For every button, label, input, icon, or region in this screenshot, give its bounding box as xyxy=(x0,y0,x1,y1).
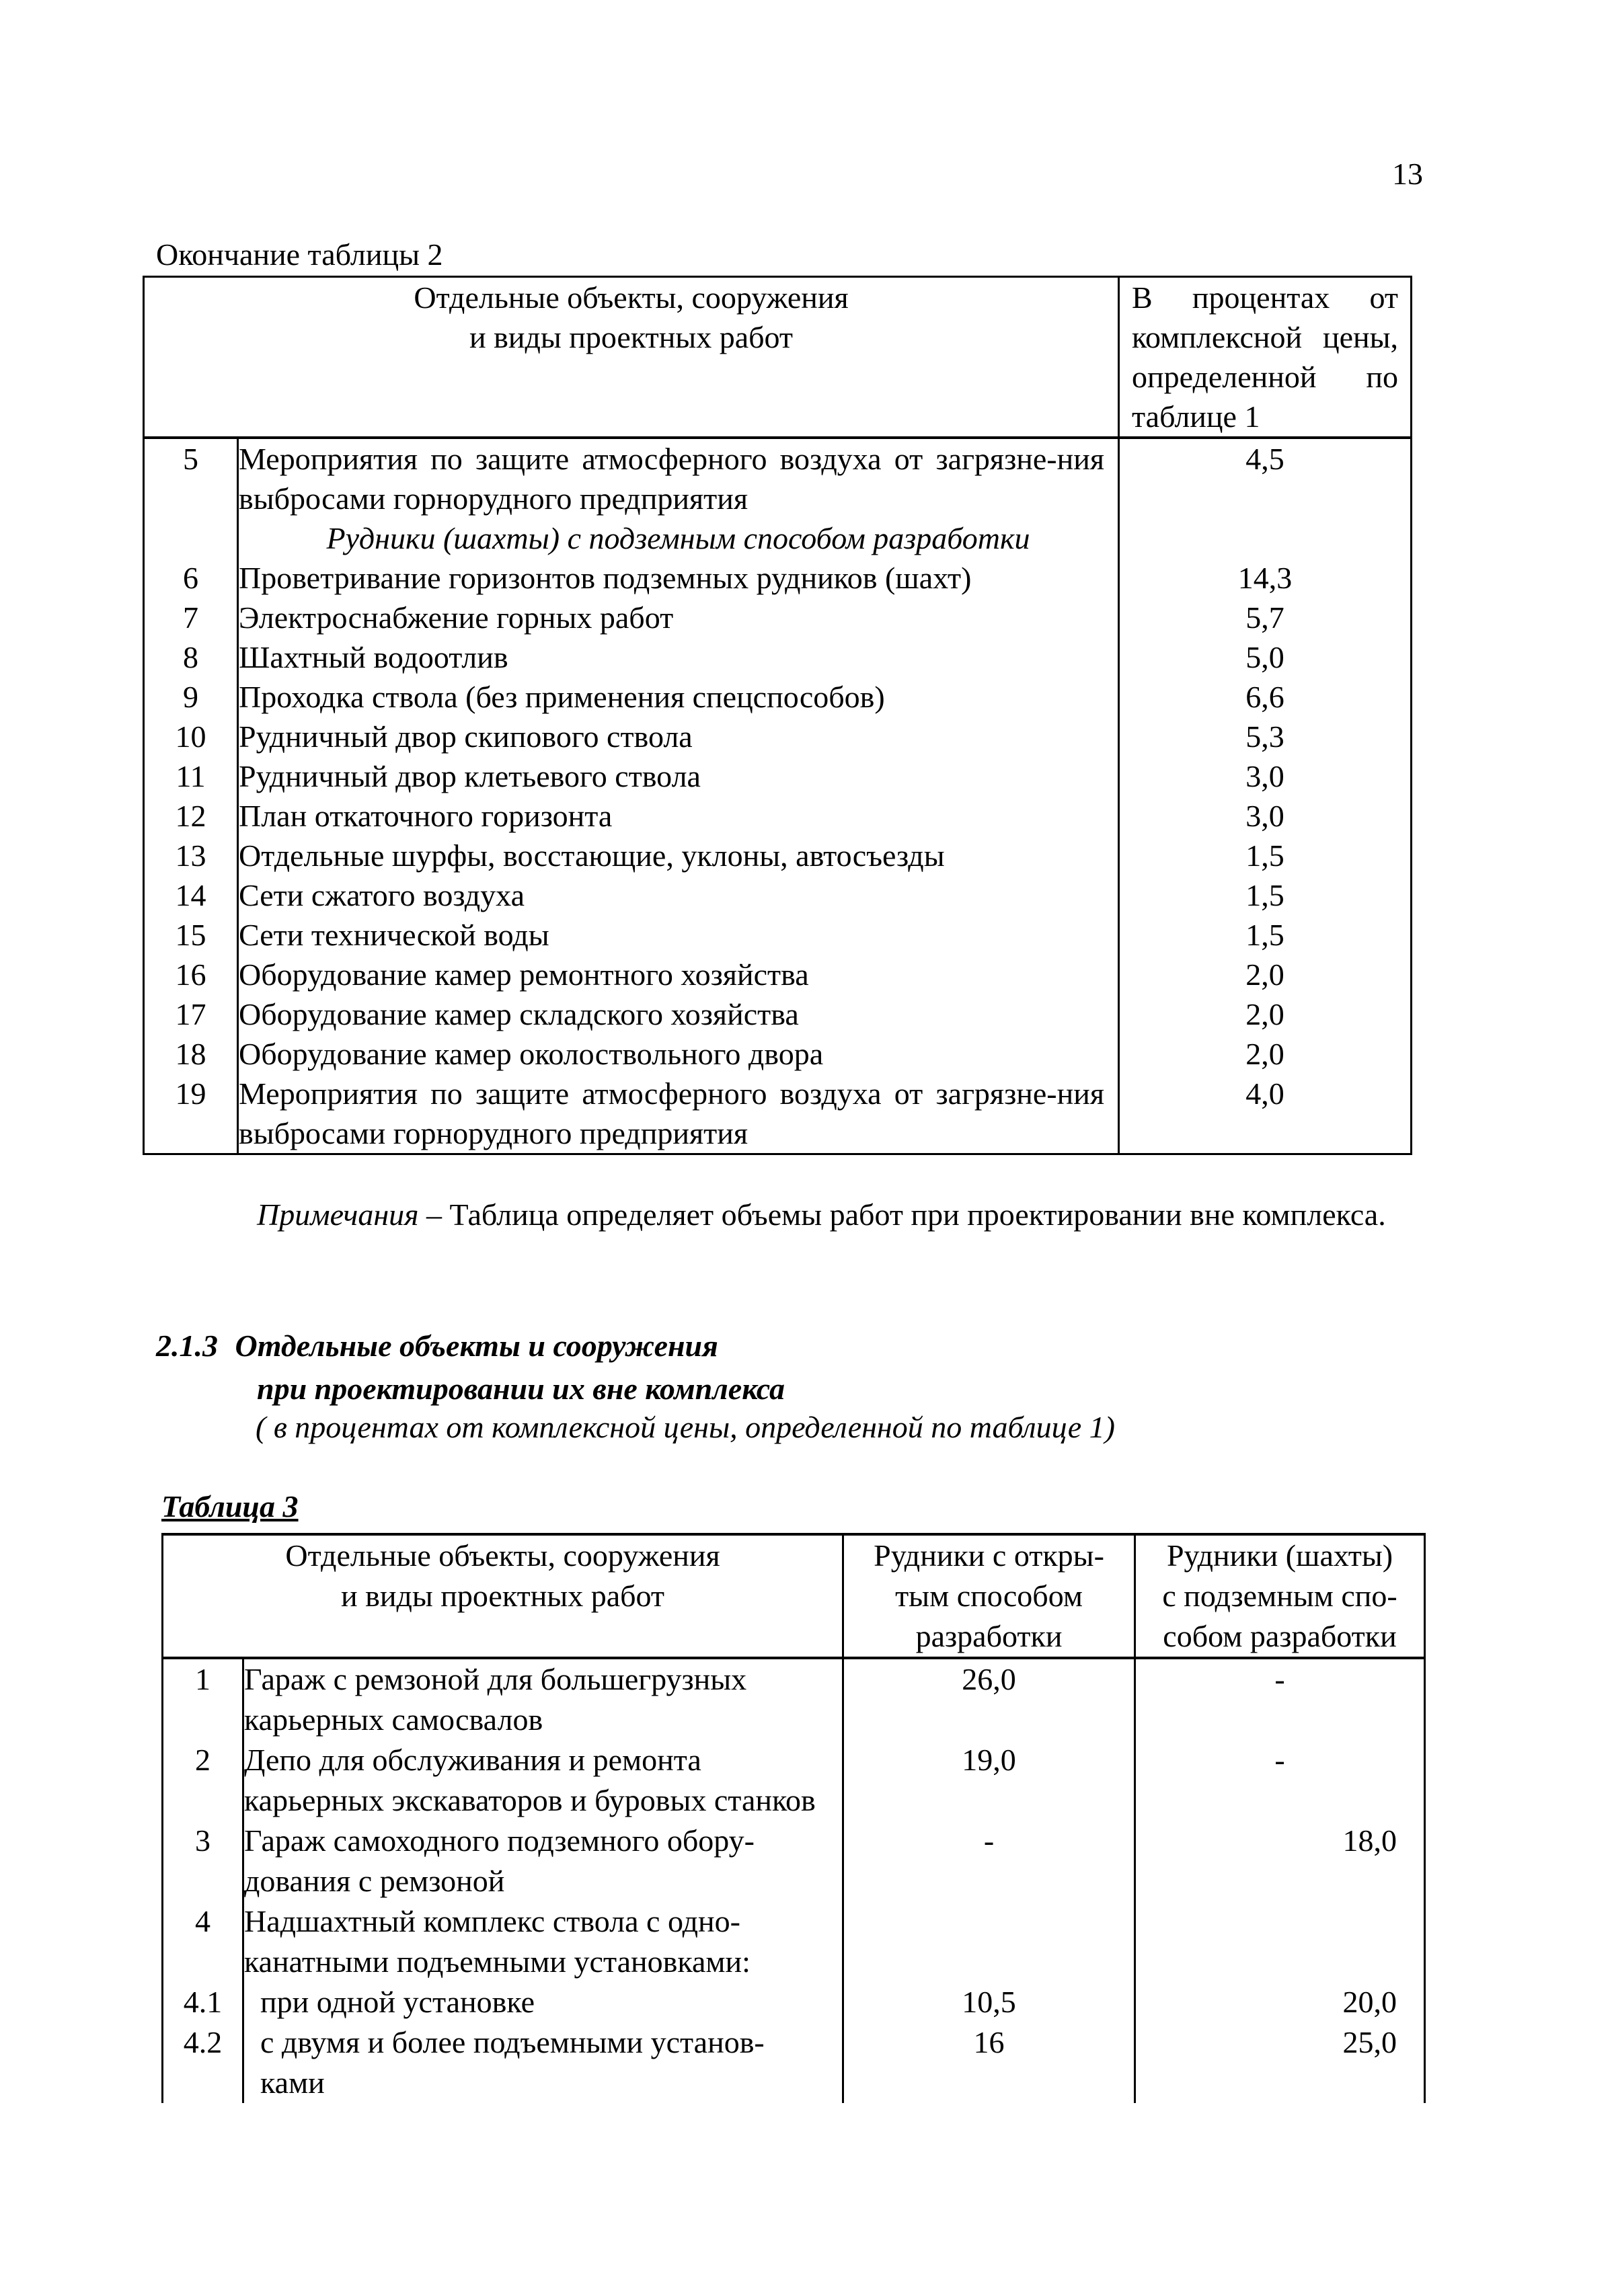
page-number: 13 xyxy=(1392,157,1423,191)
row-value: 6,6 xyxy=(1119,677,1412,717)
header-line: Отдельные объекты, сооружения xyxy=(414,280,849,315)
row-text: Шахтный водоотлив xyxy=(238,637,1119,677)
row-text: с двумя и более подъемными установ-ками xyxy=(243,2022,843,2103)
table-subheader-row xyxy=(144,518,1412,558)
note xyxy=(156,1194,1427,1236)
row-value: 3,0 xyxy=(1119,756,1412,796)
row-text: Отдельные шурфы, восстающие, уклоны, автосъезды xyxy=(238,836,1119,875)
row-number: 16 xyxy=(144,955,238,994)
header-line: Рудники с откры- xyxy=(874,1538,1104,1573)
section-heading xyxy=(156,1324,785,1411)
empty-cell xyxy=(144,518,238,558)
row-value: 2,0 xyxy=(1119,1034,1412,1074)
row-value: 5,3 xyxy=(1119,717,1412,756)
table-row xyxy=(144,955,1412,994)
table3-header-underground xyxy=(1135,1534,1425,1658)
table-2 xyxy=(143,276,1412,1155)
row-text: Проходка ствола (без применения спецспособов) xyxy=(238,677,1119,717)
row-value: 4,0 xyxy=(1119,1074,1412,1154)
table3-header-open-pit xyxy=(843,1534,1135,1658)
table2-caption: Окончание таблицы 2 xyxy=(156,237,443,272)
row-value: 14,3 xyxy=(1119,558,1412,598)
row-text: Оборудование камер складского хозяйства xyxy=(238,994,1119,1034)
row-value: 1,5 xyxy=(1119,915,1412,955)
table-row xyxy=(144,637,1412,677)
open-pit-value xyxy=(843,1901,1135,1982)
row-number: 5 xyxy=(144,438,238,518)
header-line: и виды проектных работ xyxy=(469,320,794,354)
empty-cell xyxy=(1119,518,1412,558)
table-row xyxy=(163,1658,1425,1740)
table-row xyxy=(144,756,1412,796)
section-title-1: Отдельные объекты и сооружения xyxy=(235,1329,718,1363)
row-number: 9 xyxy=(144,677,238,717)
row-value: 5,0 xyxy=(1119,637,1412,677)
row-value: 1,5 xyxy=(1119,875,1412,915)
table-row xyxy=(144,836,1412,875)
table-row xyxy=(144,1074,1412,1154)
open-pit-value: 16 xyxy=(843,2022,1135,2103)
table-row xyxy=(144,677,1412,717)
table-row xyxy=(163,2022,1425,2103)
header-line: с подземным спо- xyxy=(1162,1579,1397,1613)
subheader-text: Рудники (шахты) с подземным способом разработки xyxy=(238,518,1119,558)
section-subtitle: ( в процентах от комплексной цены, определенной по таблице 1) xyxy=(256,1410,1115,1444)
open-pit-value: 10,5 xyxy=(843,1982,1135,2022)
row-value: 4,5 xyxy=(1119,438,1412,518)
note-text: Таблица определяет объемы работ при проектировании вне комплекса. xyxy=(442,1197,1386,1232)
row-number: 15 xyxy=(144,915,238,955)
underground-value xyxy=(1135,1901,1425,1982)
row-text: Электроснабжение горных работ xyxy=(238,598,1119,637)
header-line: собом разработки xyxy=(1163,1619,1397,1653)
row-text: Сети технической воды xyxy=(238,915,1119,955)
underground-value: 25,0 xyxy=(1135,2022,1425,2103)
table-row xyxy=(144,1034,1412,1074)
row-text: Депо для обслуживания и ремонта карьерных экскаваторов и буровых станков xyxy=(243,1740,843,1821)
row-text: Рудничный двор скипового ствола xyxy=(238,717,1119,756)
header-line: Отдельные объекты, сооружения xyxy=(285,1538,720,1573)
row-number: 14 xyxy=(144,875,238,915)
row-number: 19 xyxy=(144,1074,238,1154)
table3-caption: Таблица 3 xyxy=(161,1489,299,1523)
row-number: 1 xyxy=(163,1658,243,1740)
note-label: Примечания – xyxy=(257,1197,443,1232)
row-text: Мероприятия по защите атмосферного воздуха от загрязне-ния выбросами горнорудного предприятия xyxy=(238,438,1119,518)
row-text: Оборудование камер околоствольного двора xyxy=(238,1034,1119,1074)
row-value: 2,0 xyxy=(1119,994,1412,1034)
row-number: 3 xyxy=(163,1821,243,1901)
table-3 xyxy=(161,1533,1426,2103)
row-text: Гараж с ремзоной для большегрузных карьерных самосвалов xyxy=(243,1658,843,1740)
row-text: Гараж самоходного подземного обору-дования с ремзоной xyxy=(243,1821,843,1901)
row-text: Мероприятия по защите атмосферного воздуха от загрязне-ния выбросами горнорудного предприятия xyxy=(238,1074,1119,1154)
row-number: 8 xyxy=(144,637,238,677)
underground-value: 20,0 xyxy=(1135,1982,1425,2022)
row-number: 6 xyxy=(144,558,238,598)
row-number: 17 xyxy=(144,994,238,1034)
row-number: 13 xyxy=(144,836,238,875)
table-row xyxy=(144,717,1412,756)
header-line: разработки xyxy=(915,1619,1063,1653)
open-pit-value: - xyxy=(843,1821,1135,1901)
table-row xyxy=(144,438,1412,518)
row-number: 2 xyxy=(163,1740,243,1821)
table-row xyxy=(163,1982,1425,2022)
open-pit-value: 19,0 xyxy=(843,1740,1135,1821)
row-value: 5,7 xyxy=(1119,598,1412,637)
header-line: Рудники (шахты) xyxy=(1166,1538,1393,1573)
table-row xyxy=(144,994,1412,1034)
section-number: 2.1.3 xyxy=(156,1329,218,1363)
row-text: Оборудование камер ремонтного хозяйства xyxy=(238,955,1119,994)
table-row xyxy=(144,796,1412,836)
table-row xyxy=(163,1901,1425,1982)
table2-header-objects xyxy=(144,277,1119,438)
row-text: при одной установке xyxy=(243,1982,843,2022)
table-row xyxy=(144,598,1412,637)
row-number: 12 xyxy=(144,796,238,836)
row-number: 4.1 xyxy=(163,1982,243,2022)
table2-header-percent: В процентах от комплексной цены, определенной по таблице 1 xyxy=(1119,277,1412,438)
section-title-2: при проектировании их вне комплекса xyxy=(257,1372,785,1406)
row-text: План откаточного горизонта xyxy=(238,796,1119,836)
row-number: 10 xyxy=(144,717,238,756)
row-number: 11 xyxy=(144,756,238,796)
underground-value: - xyxy=(1135,1740,1425,1821)
row-number: 4.2 xyxy=(163,2022,243,2103)
table-row xyxy=(144,875,1412,915)
underground-value: 18,0 xyxy=(1135,1821,1425,1901)
row-text: Сети сжатого воздуха xyxy=(238,875,1119,915)
row-value: 1,5 xyxy=(1119,836,1412,875)
row-number: 18 xyxy=(144,1034,238,1074)
table3-header-objects xyxy=(163,1534,843,1658)
header-line: тым способом xyxy=(895,1579,1083,1613)
row-value: 2,0 xyxy=(1119,955,1412,994)
header-line: и виды проектных работ xyxy=(340,1579,665,1613)
row-text: Надшахтный комплекс ствола с одно-канатными подъемными установками: xyxy=(243,1901,843,1982)
row-text: Рудничный двор клетьевого ствола xyxy=(238,756,1119,796)
row-number: 4 xyxy=(163,1901,243,1982)
open-pit-value: 26,0 xyxy=(843,1658,1135,1740)
row-text: Проветривание горизонтов подземных рудников (шахт) xyxy=(238,558,1119,598)
underground-value: - xyxy=(1135,1658,1425,1740)
table-row xyxy=(163,1821,1425,1901)
row-number: 7 xyxy=(144,598,238,637)
row-value: 3,0 xyxy=(1119,796,1412,836)
table-row xyxy=(144,558,1412,598)
table-row xyxy=(144,915,1412,955)
table-row xyxy=(163,1740,1425,1821)
